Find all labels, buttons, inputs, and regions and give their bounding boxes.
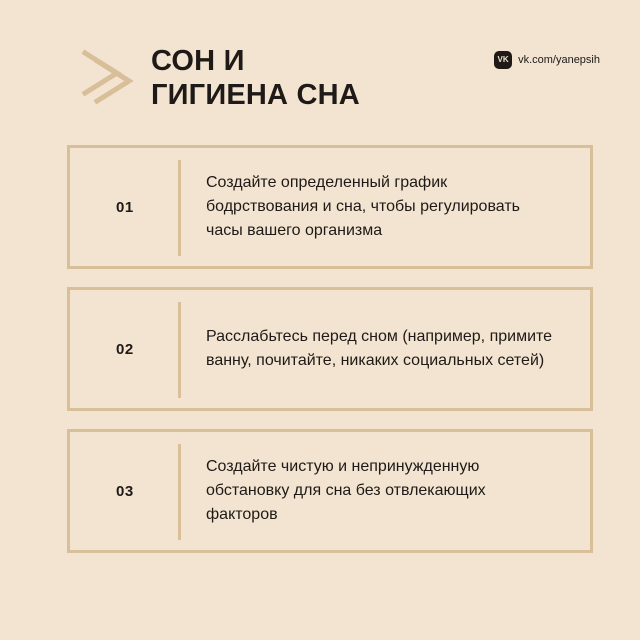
card-divider	[178, 444, 181, 540]
tip-text-content: Создайте чистую и непринужденную обстановку для сна без отвлекающих факторов	[206, 458, 486, 523]
double-chevron-icon	[80, 48, 134, 106]
vk-icon: VK	[494, 51, 512, 69]
tip-number: 02	[116, 340, 134, 358]
tip-text	[206, 148, 561, 266]
card-divider	[178, 160, 181, 256]
title-line-2: ГИГИЕНА СНА	[151, 79, 360, 111]
title-line-1: СОН И	[151, 45, 245, 77]
sleep-tip-card-02	[67, 287, 593, 411]
tip-text-content: Создайте определенный график бодрствования и сна, чтобы регулировать часы вашего организма	[206, 174, 520, 239]
tip-number: 03	[116, 482, 134, 500]
card-divider	[178, 302, 181, 398]
tip-text	[206, 432, 561, 550]
social-link-text: vk.com/yanepsih	[518, 54, 600, 66]
page-title	[151, 44, 360, 112]
sleep-tip-card-03	[67, 429, 593, 553]
tip-text-content: Расслабьтесь перед сном (например, примите ванну, почитайте, никаких социальных сетей)	[206, 328, 553, 369]
tip-text	[206, 290, 561, 408]
social-link[interactable]	[494, 51, 600, 69]
sleep-tip-card-01	[67, 145, 593, 269]
tip-number: 01	[116, 198, 134, 216]
